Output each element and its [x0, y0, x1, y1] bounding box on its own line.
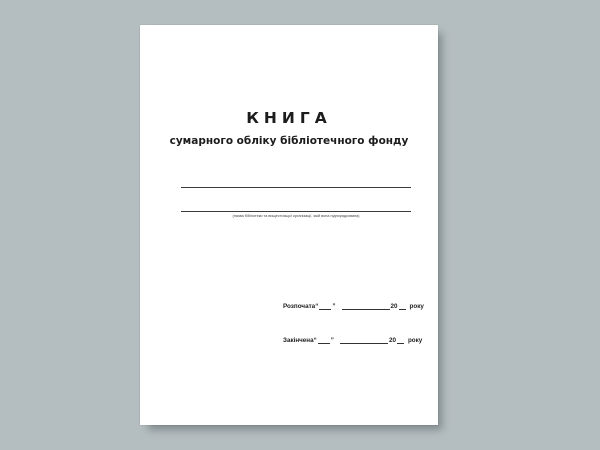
started-open-quote: “ [315, 303, 319, 310]
organization-caption: (назва бібліотеки та вищестоящої організації, якій вона підпорядкована) [232, 214, 360, 218]
finished-label: Закінчена [283, 337, 314, 344]
finished-day-blank [318, 338, 330, 344]
finished-century: 20 [388, 337, 396, 344]
finished-date-line [283, 337, 422, 344]
document-subtitle: сумарного обліку бібліотечного фонду [169, 135, 409, 147]
started-label: Розпочата [283, 303, 316, 310]
finished-open-quote: “ [313, 337, 317, 344]
started-year-blank [399, 304, 406, 310]
finished-year-blank [397, 338, 404, 344]
started-date-line [283, 303, 424, 310]
document-title: КНИГА [246, 109, 332, 127]
document-sheet [140, 25, 438, 425]
organization-line-1 [181, 187, 411, 188]
finished-year-word: року [407, 337, 423, 344]
started-month-blank [342, 304, 390, 310]
started-close-quote: ” [332, 303, 336, 310]
finished-month-blank [340, 338, 388, 344]
started-day-blank [319, 304, 331, 310]
started-year-word: року [409, 303, 424, 310]
finished-close-quote: ” [330, 337, 334, 344]
organization-line-2 [181, 211, 411, 212]
started-century: 20 [390, 303, 398, 310]
